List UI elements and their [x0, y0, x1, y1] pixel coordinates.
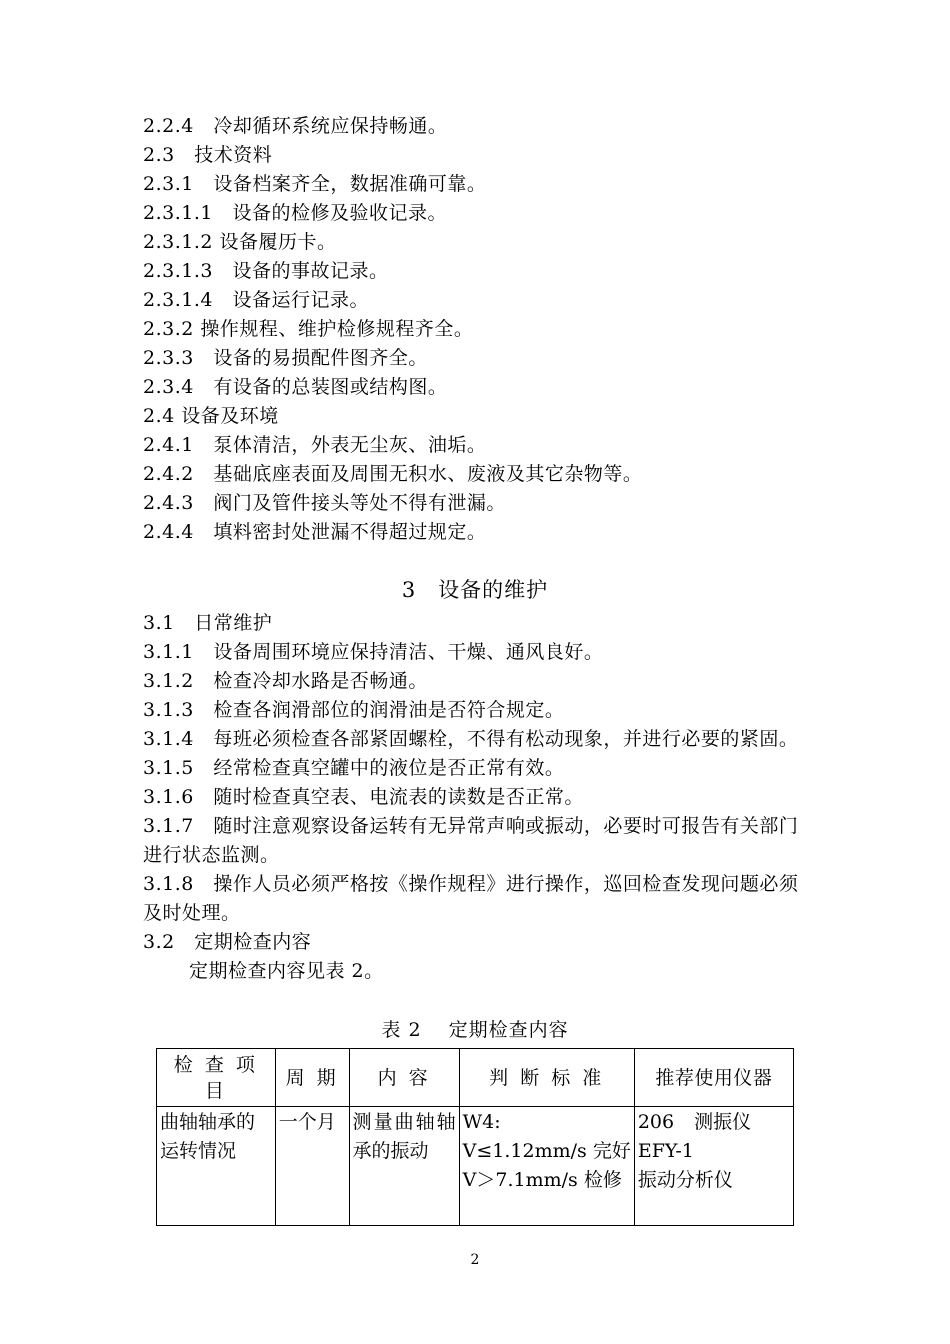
- text-line: 3.1.6 随时检查真空表、电流表的读数是否正常。: [143, 786, 584, 808]
- text-line: 2.4 设备及环境: [143, 405, 279, 427]
- criteria-line: V＞7.1mm/s 检修: [462, 1169, 622, 1191]
- table-cell-instruments: [634, 1107, 793, 1226]
- table-header-cell: 检 查 项 目: [157, 1049, 276, 1107]
- inspection-table: [156, 1048, 794, 1226]
- text-line: 定期检查内容见表 2。: [189, 960, 384, 982]
- instrument-line: 206 测振仪: [637, 1111, 752, 1133]
- page-number: 2: [470, 1252, 480, 1268]
- table-header-cell: 内 容: [349, 1049, 459, 1107]
- body-text-top: [143, 112, 808, 547]
- body-text-bottom: [143, 609, 808, 986]
- text-line: 2.3.1.2 设备履历卡。: [143, 231, 337, 253]
- text-line: 2.4.2 基础底座表面及周围无积水、废液及其它杂物等。: [143, 463, 643, 485]
- table-row: [157, 1107, 794, 1226]
- text-line: 2.4.4 填料密封处泄漏不得超过规定。: [143, 521, 487, 543]
- table-caption: 表 2 定期检查内容: [381, 1019, 569, 1041]
- table-header-row: [157, 1049, 794, 1107]
- text-line: 3.1 日常维护: [143, 612, 273, 634]
- instrument-line: 振动分析仪: [637, 1169, 733, 1191]
- table-cell-criteria: [459, 1107, 634, 1226]
- table-header-cell: 判 断 标 准: [459, 1049, 634, 1107]
- table-header-cell: 推荐使用仪器: [634, 1049, 793, 1107]
- text-line: 2.4.1 泵体清洁，外表无尘灰、油垢。: [143, 434, 487, 456]
- table-cell-item: 曲轴轴承的运转情况: [157, 1107, 276, 1226]
- text-line: 2.4.3 阀门及管件接头等处不得有泄漏。: [143, 492, 506, 514]
- text-line: 3.1.8 操作人员必须严格按《操作规程》进行操作，巡回检查发现问题必须及时处理。: [143, 873, 799, 924]
- text-line: 3.1.3 检查各润滑部位的润滑油是否符合规定。: [143, 699, 565, 721]
- text-line: 2.3 技术资料: [143, 144, 273, 166]
- instrument-line: EFY-1: [637, 1140, 694, 1162]
- text-line: 2.3.3 设备的易损配件图齐全。: [143, 347, 428, 369]
- text-line: 2.3.1.1 设备的检修及验收记录。: [143, 202, 447, 224]
- criteria-line: V≤1.12mm/s 完好: [462, 1140, 631, 1162]
- text-line: 3.1.1 设备周围环境应保持清洁、干燥、通风良好。: [143, 641, 604, 663]
- text-line: 3.1.2 检查冷却水路是否畅通。: [143, 670, 428, 692]
- criteria-line: W4:: [462, 1111, 501, 1133]
- text-line: 2.3.1 设备档案齐全，数据准确可靠。: [143, 173, 487, 195]
- text-line: 2.2.4 冷却循环系统应保持畅通。: [143, 115, 448, 137]
- text-line: 2.3.1.3 设备的事故记录。: [143, 260, 389, 282]
- text-line: 2.3.1.4 设备运行记录。: [143, 289, 369, 311]
- table-cell-period: 一个月: [275, 1107, 349, 1226]
- section-heading: 3 设备的维护: [401, 578, 549, 602]
- text-line: 3.1.5 经常检查真空罐中的液位是否正常有效。: [143, 757, 565, 779]
- table-cell-content: 测量曲轴轴承的振动: [349, 1107, 459, 1226]
- text-line: 2.3.2 操作规程、维护检修规程齐全。: [143, 318, 474, 340]
- text-line: 3.1.7 随时注意观察设备运转有无异常声响或振动，必要时可报告有关部门进行状态监测。: [143, 815, 799, 866]
- table-header-cell: 周 期: [275, 1049, 349, 1107]
- text-line: 3.2 定期检查内容: [143, 931, 312, 953]
- text-line: 3.1.4 每班必须检查各部紧固螺栓，不得有松动现象，并进行必要的紧固。: [143, 728, 799, 750]
- text-line: 2.3.4 有设备的总装图或结构图。: [143, 376, 448, 398]
